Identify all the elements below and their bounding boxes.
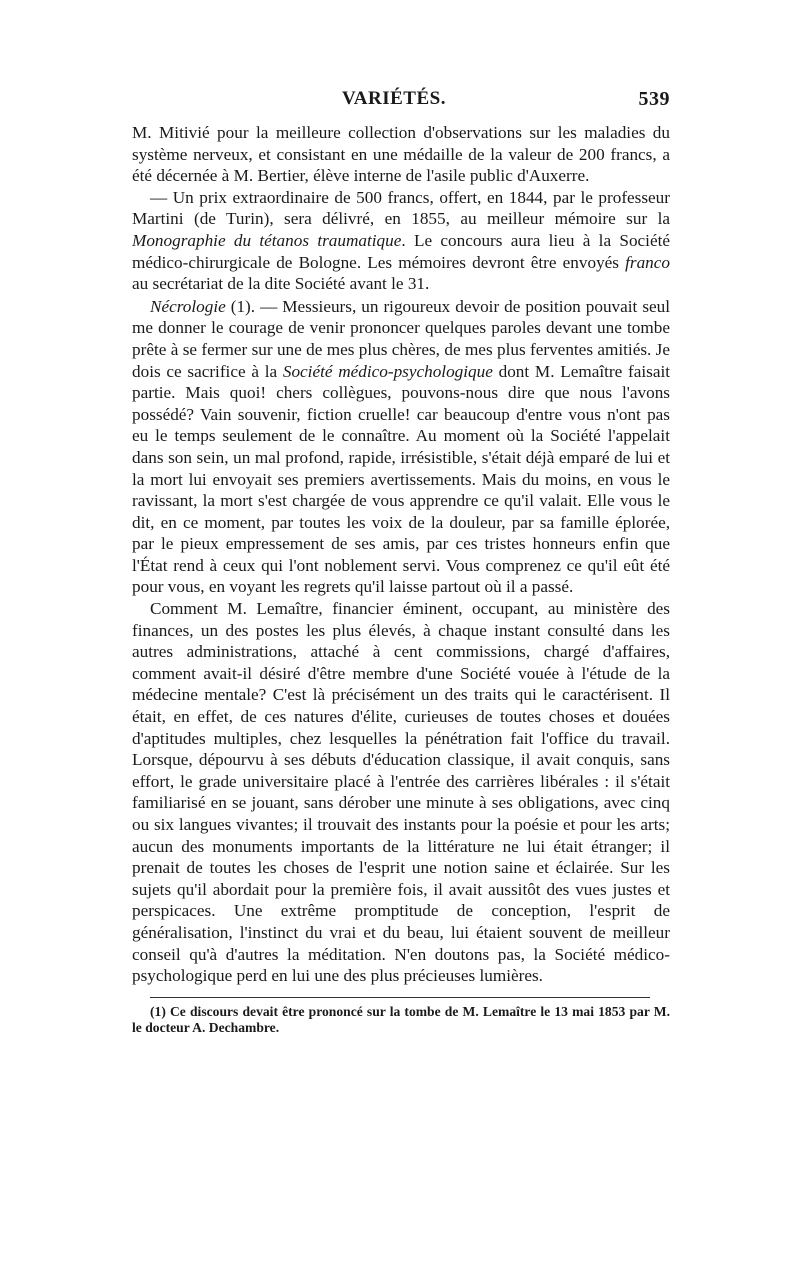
paragraph-prize-martini <box>132 187 670 295</box>
italic-title: Monographie du tétanos traumatique <box>132 230 402 250</box>
footnote-reference: (1). <box>225 296 261 316</box>
footnote-divider <box>150 997 650 998</box>
paragraph-text: — Un prix extraordinaire de 500 francs, offert, en 1844, par le professeur Martini (de Turin), sera délivré, en 1855, au meilleur mémoire sur la <box>132 187 670 229</box>
footnote: (1) Ce discours devait être prononcé sur la tombe de M. Lemaître le 13 mai 1853 par M. le docteur A. Dechambre. <box>132 1003 670 1035</box>
body-text <box>132 122 670 987</box>
section-label-necrologie: Nécrologie <box>150 296 226 316</box>
paragraph-lemaitre: Comment M. Lemaître, financier éminent, occupant, au ministère des finances, un des postes les plus élevés, à chaque instant consulté dans les autres administrations, attaché à cent commissions, chargé d'affaires, comment avait-il désiré d'être membre d'une Société vouée à l'étude de la médecine mentale? C'est là précisément un des traits qui le caractérisent. Il était, en effet, de ces natures d'élite, curieuses de toutes choses et douées d'aptitudes multiples, chez lesquelles la pénétration fait l'office du travail. Lorsque, dépourvu à ses débuts d'éducation classique, il avait conquis, sans effort, le grade universitaire placé à l'entrée des carrières libérales : il s'était familiarisé en se jouant, sans dérober une minute à ses obligations, avec cinq ou six langues vivantes; il trouvait des instants pour la poésie et pour les arts; aucun des monuments importants de la littérature ne lui était étranger; il prenait de toutes les choses de l'esprit une notion saine et éclairée. Sur les sujets qu'il abordait pour la première fois, il avait aussitôt des vues justes et perspicaces. Une extrême promptitude de conception, l'esprit de généralisation, l'instinct du vrai et du beau, lui étaient souvent de meilleur conseil qu'à d'autres la méditation. N'en doutons pas, la Société médico-psychologique perd en lui une des plus précieuses lumières. <box>132 599 670 986</box>
italic-societe: Société médico-psychologique <box>282 361 493 381</box>
paragraph-text: au secrétariat de la dite Société avant le 31. <box>132 274 430 294</box>
running-title: VARIÉTÉS. <box>342 88 446 109</box>
paragraph-text: — Messieurs, un rigoureux devoir de position pouvait seul me donner le courage de venir prononcer quelques paroles devant une tombe prête à se fermer sur une de mes plus chères, de mes plus ferventes amitiés. Je dois ce sacrifice à la <box>132 296 671 381</box>
running-head <box>132 88 670 122</box>
paragraph-necrologie <box>132 296 670 598</box>
page-number: 539 <box>638 88 670 110</box>
italic-franco: franco <box>625 252 670 272</box>
paragraph-text: dont M. Lemaître faisait partie. Mais quoi! chers collègues, pouvons-nous dire que nous l'avons possédé? Vain souvenir, fiction cruelle! car beaucoup d'entre vous n'ont pas eu le temps seulement de le connaître. Au moment où la Société l'appelait dans son sein, un mal profond, rapide, irrésistible, s'était déjà emparé de lui et la mort lui envoyait ses premiers avertissements. Mais du moins, en vous le ravissant, la mort s'est chargée de vous apprendre ce qu'il valait. Elle vous le dit, en ce moment, par toutes les voix de la douleur, par sa famille éplorée, par le pieux empressement de ses amis, par ces tristes honneurs enfin que l'État rend à ceux qui l'ont noblement servi. Vous comprenez ce qu'il eût été pour vous, en voyant les regrets qu'il laisse partout où il a passé. <box>132 361 670 597</box>
paragraph-prize-mitivie: M. Mitivié pour la meilleure collection d'observations sur les maladies du système nerveux, et consistant en une médaille de la valeur de 200 francs, a été décernée à M. Bertier, élève interne de l'asile public d'Auxerre. <box>132 123 670 186</box>
paragraph-text: . Le concours aura lieu à la Société médico-chirurgicale de Bologne. Les mémoires devront être envoyés <box>132 230 670 272</box>
book-page <box>132 88 670 1049</box>
